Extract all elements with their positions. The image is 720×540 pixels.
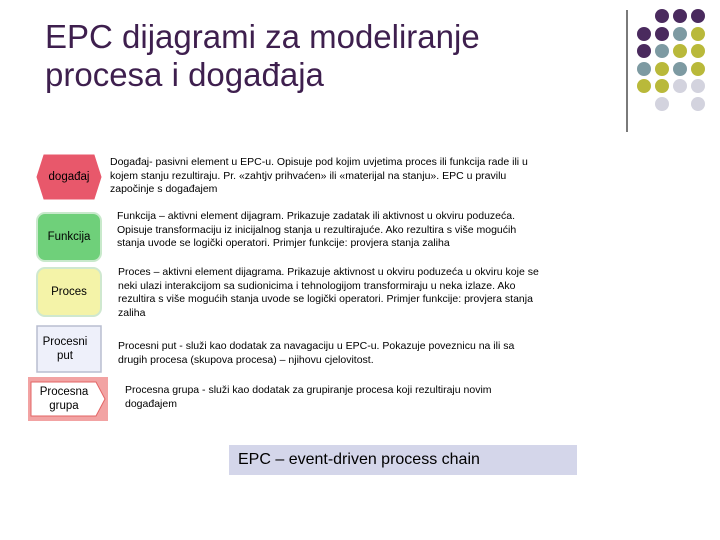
process-group-shape bbox=[28, 377, 108, 421]
decorative-dot bbox=[691, 44, 705, 58]
process-group-shape-label: Procesna grupa bbox=[39, 386, 89, 412]
decorative-dot bbox=[655, 97, 669, 111]
decorative-dot bbox=[673, 44, 687, 58]
process-shape bbox=[36, 267, 102, 317]
decorative-divider bbox=[626, 10, 628, 132]
decorative-dot-grid bbox=[637, 9, 717, 117]
decorative-dot bbox=[655, 27, 669, 41]
caption-box: EPC – event-driven process chain bbox=[229, 445, 577, 475]
decorative-dot bbox=[673, 9, 687, 23]
decorative-dot bbox=[691, 79, 705, 93]
decorative-dot bbox=[637, 44, 651, 58]
decorative-dot bbox=[673, 27, 687, 41]
process-path-description: Procesni put - služi kao dodatak za navagaciju u EPC-u. Pokazuje poveznicu na ili sa drugih procesa (skupova procesa) – njihovu cjelovitost. bbox=[118, 340, 515, 366]
function-shape-label: Funkcija bbox=[47, 231, 91, 243]
decorative-dot bbox=[691, 62, 705, 76]
decorative-dot bbox=[637, 27, 651, 41]
decorative-dot bbox=[655, 44, 669, 58]
decorative-dot bbox=[637, 62, 651, 76]
function-description: Funkcija – aktivni element dijagram. Prikazuje zadatak ili aktivnost u okviru poduzeća. Opisuje transformaciju iz inicijalnog stanja u rezultirajuće. Ako rezultira s više mogućih stanja uvode se logički operatori. Primjer funkcije: provjera stanja zaliha bbox=[117, 210, 517, 249]
decorative-dot bbox=[673, 62, 687, 76]
page-title bbox=[45, 18, 615, 94]
process-path-shape-label: Procesni put bbox=[42, 336, 88, 362]
title-line-1: EPC dijagrami za modeliranje bbox=[45, 18, 480, 55]
process-shape-label: Proces bbox=[51, 286, 87, 298]
process-path-shape bbox=[36, 325, 102, 373]
decorative-dot bbox=[655, 79, 669, 93]
function-shape bbox=[36, 212, 102, 262]
process-description: Proces – aktivni element dijagrama. Prikazuje aktivnost u okviru poduzeća u okviru koje se neki ulazi interakcijom sa sudionicima i tehnologijom transformiraju u neka izlaze. Ako rezultira s više mogućih stanja uvode se logički operatori. Primjer funkcije: provjera stanja zaliha bbox=[118, 266, 539, 319]
event-shape bbox=[36, 153, 102, 201]
decorative-dot bbox=[655, 62, 669, 76]
decorative-dot bbox=[655, 9, 669, 23]
title-line-2: procesa i događaja bbox=[45, 56, 324, 93]
process-group-description: Procesna grupa - služi kao dodatak za grupiranje procesa koji rezultiraju novim događajem bbox=[125, 384, 492, 410]
decorative-dot bbox=[673, 79, 687, 93]
event-shape-label: događaj bbox=[48, 171, 90, 183]
decorative-dot bbox=[691, 9, 705, 23]
decorative-dot bbox=[691, 97, 705, 111]
event-description: Događaj- pasivni element u EPC-u. Opisuje pod kojim uvjetima proces ili funkcija rade ili u kojem stanju rezultiraju. Pr. «zahtjv prihvaćen» ili «materijal na stanju». EPC u pravilu započinje s događajem bbox=[110, 156, 528, 195]
decorative-dot bbox=[637, 79, 651, 93]
decorative-dot bbox=[691, 27, 705, 41]
